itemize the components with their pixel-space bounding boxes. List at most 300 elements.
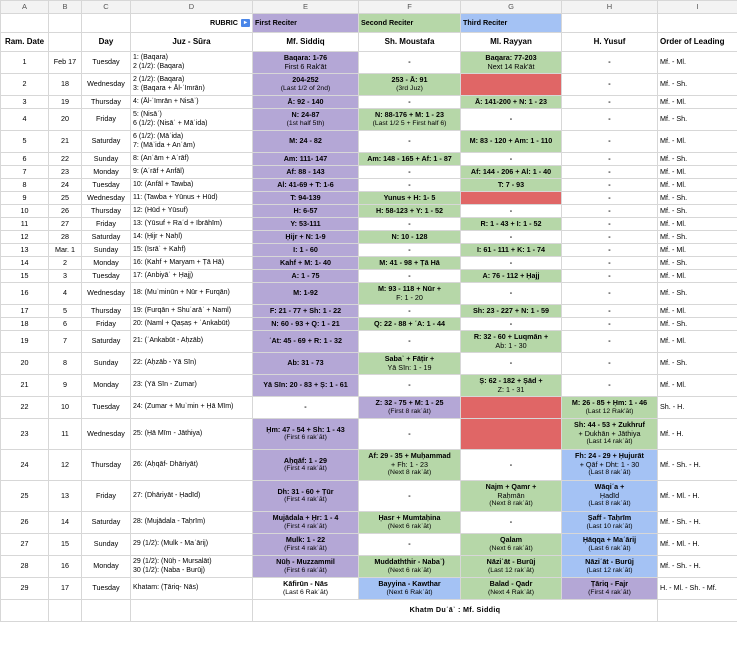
- order-of-leading-cell[interactable]: Mf. - Sh.: [658, 192, 737, 205]
- sh-moustafa-cell[interactable]: [359, 218, 461, 231]
- h-yusuf-cell[interactable]: [562, 218, 658, 231]
- sh-moustafa-cell[interactable]: [359, 205, 461, 218]
- column-header-c[interactable]: C: [82, 1, 131, 14]
- mf-siddiq-cell[interactable]: [253, 257, 359, 270]
- order-of-leading-cell[interactable]: Mf. - Ml.: [658, 131, 737, 153]
- ram-day-cell[interactable]: 21: [1, 375, 49, 397]
- juz-sura-cell[interactable]: [131, 205, 253, 218]
- h-yusuf-cell[interactable]: [562, 481, 658, 512]
- h-yusuf-cell[interactable]: [562, 96, 658, 109]
- h-yusuf-cell[interactable]: [562, 534, 658, 556]
- mf-siddiq-cell[interactable]: [253, 375, 359, 397]
- cell-empty[interactable]: [82, 14, 131, 33]
- sh-moustafa-cell[interactable]: [359, 512, 461, 534]
- ml-rayyan-cell[interactable]: [461, 397, 562, 419]
- h-yusuf-cell[interactable]: [562, 556, 658, 578]
- date-cell[interactable]: 14: [49, 512, 82, 534]
- sh-moustafa-cell[interactable]: [359, 305, 461, 318]
- ram-day-cell[interactable]: 27: [1, 534, 49, 556]
- mf-siddiq-cell[interactable]: [253, 450, 359, 481]
- cell-empty[interactable]: [658, 600, 737, 622]
- h-yusuf-cell[interactable]: [562, 179, 658, 192]
- mf-siddiq-cell[interactable]: [253, 270, 359, 283]
- ram-day-cell[interactable]: 25: [1, 481, 49, 512]
- sh-moustafa-cell[interactable]: [359, 166, 461, 179]
- date-cell[interactable]: 3: [49, 270, 82, 283]
- weekday-cell[interactable]: Friday: [82, 318, 131, 331]
- ram-day-cell[interactable]: 4: [1, 109, 49, 131]
- ml-rayyan-cell[interactable]: [461, 331, 562, 353]
- sh-moustafa-cell[interactable]: [359, 257, 461, 270]
- ml-rayyan-cell[interactable]: [461, 534, 562, 556]
- sh-moustafa-cell[interactable]: [359, 578, 461, 600]
- rubric-cell[interactable]: [131, 14, 253, 33]
- weekday-cell[interactable]: Sunday: [82, 244, 131, 257]
- column-header-a[interactable]: A: [1, 1, 49, 14]
- mf-siddiq-cell[interactable]: [253, 52, 359, 74]
- ram-day-cell[interactable]: 8: [1, 179, 49, 192]
- date-cell[interactable]: 17: [49, 578, 82, 600]
- weekday-cell[interactable]: Tuesday: [82, 179, 131, 192]
- ml-rayyan-cell[interactable]: [461, 270, 562, 283]
- juz-sura-cell[interactable]: [131, 96, 253, 109]
- ml-rayyan-cell[interactable]: [461, 192, 562, 205]
- h-yusuf-cell[interactable]: [562, 283, 658, 305]
- juz-sura-cell[interactable]: [131, 305, 253, 318]
- weekday-cell[interactable]: Sunday: [82, 534, 131, 556]
- weekday-cell[interactable]: Thursday: [82, 205, 131, 218]
- h-yusuf-cell[interactable]: [562, 131, 658, 153]
- date-cell[interactable]: 6: [49, 318, 82, 331]
- weekday-cell[interactable]: Thursday: [82, 305, 131, 318]
- ml-rayyan-cell[interactable]: [461, 74, 562, 96]
- h-yusuf-cell[interactable]: [562, 257, 658, 270]
- order-of-leading-cell[interactable]: Mf. - Sh.: [658, 153, 737, 166]
- order-of-leading-cell[interactable]: Mf. - Sh.: [658, 283, 737, 305]
- cell-text-line: (Next 6 Rakʿāt): [386, 588, 433, 596]
- weekday-cell[interactable]: Friday: [82, 109, 131, 131]
- h-yusuf-cell[interactable]: [562, 512, 658, 534]
- weekday-cell[interactable]: Friday: [82, 218, 131, 231]
- order-of-leading-cell[interactable]: Mf. - Sh. - H.: [658, 450, 737, 481]
- sh-moustafa-cell[interactable]: [359, 244, 461, 257]
- ram-day-cell[interactable]: 1: [1, 52, 49, 74]
- ml-rayyan-cell[interactable]: [461, 109, 562, 131]
- juz-sura-cell[interactable]: [131, 153, 253, 166]
- header-h-yusuf[interactable]: H. Yusuf: [562, 33, 658, 52]
- sh-moustafa-cell[interactable]: [359, 52, 461, 74]
- ml-rayyan-cell[interactable]: [461, 244, 562, 257]
- juz-sura-cell[interactable]: [131, 166, 253, 179]
- mf-siddiq-cell[interactable]: [253, 397, 359, 419]
- weekday-cell[interactable]: Saturday: [82, 331, 131, 353]
- date-cell[interactable]: 5: [49, 305, 82, 318]
- mf-siddiq-cell[interactable]: [253, 283, 359, 305]
- mf-siddiq-cell[interactable]: [253, 481, 359, 512]
- sh-moustafa-cell[interactable]: [359, 283, 461, 305]
- sh-moustafa-cell[interactable]: [359, 353, 461, 375]
- weekday-cell[interactable]: Wednesday: [82, 74, 131, 96]
- h-yusuf-cell[interactable]: [562, 244, 658, 257]
- column-header-d[interactable]: D: [131, 1, 253, 14]
- date-cell[interactable]: 20: [49, 109, 82, 131]
- header-day[interactable]: Day: [82, 33, 131, 52]
- ml-rayyan-cell[interactable]: [461, 578, 562, 600]
- date-cell[interactable]: 10: [49, 397, 82, 419]
- weekday-cell[interactable]: Tuesday: [82, 270, 131, 283]
- ram-day-cell[interactable]: 12: [1, 231, 49, 244]
- order-of-leading-cell[interactable]: Mf. - Ml.: [658, 305, 737, 318]
- first-reciter-header[interactable]: First Reciter: [253, 14, 359, 33]
- ram-day-cell[interactable]: 5: [1, 131, 49, 153]
- cell-empty[interactable]: [49, 14, 82, 33]
- ram-day-cell[interactable]: 22: [1, 397, 49, 419]
- order-of-leading-cell[interactable]: Mf. - Sh.: [658, 205, 737, 218]
- date-cell[interactable]: 24: [49, 179, 82, 192]
- juz-sura-cell[interactable]: [131, 578, 253, 600]
- juz-sura-cell[interactable]: [131, 218, 253, 231]
- sh-moustafa-cell[interactable]: [359, 397, 461, 419]
- h-yusuf-cell[interactable]: [562, 450, 658, 481]
- order-of-leading-cell[interactable]: Mf. - Ml.: [658, 96, 737, 109]
- header-order-of-leading[interactable]: Order of Leading: [658, 33, 737, 52]
- mf-siddiq-cell[interactable]: [253, 419, 359, 450]
- weekday-cell[interactable]: Tuesday: [82, 578, 131, 600]
- mf-siddiq-cell[interactable]: [253, 318, 359, 331]
- column-header-h[interactable]: H: [562, 1, 658, 14]
- weekday-cell[interactable]: Wednesday: [82, 283, 131, 305]
- weekday-cell[interactable]: Thursday: [82, 96, 131, 109]
- cell-empty[interactable]: [1, 14, 49, 33]
- juz-sura-cell[interactable]: [131, 556, 253, 578]
- h-yusuf-cell[interactable]: [562, 74, 658, 96]
- date-cell[interactable]: 19: [49, 96, 82, 109]
- header-ml-rayyan[interactable]: Ml. Rayyan: [461, 33, 562, 52]
- ram-day-cell[interactable]: 13: [1, 244, 49, 257]
- mf-siddiq-cell[interactable]: [253, 534, 359, 556]
- mf-siddiq-cell[interactable]: [253, 96, 359, 109]
- juz-sura-cell[interactable]: [131, 353, 253, 375]
- order-of-leading-cell[interactable]: Mf. - Ml.: [658, 331, 737, 353]
- order-of-leading-cell[interactable]: Mf. - Sh. - H.: [658, 512, 737, 534]
- ml-rayyan-cell[interactable]: [461, 153, 562, 166]
- h-yusuf-cell[interactable]: [562, 270, 658, 283]
- order-of-leading-cell[interactable]: H. - Ml. - Sh. - Mf.: [658, 578, 737, 600]
- column-header-b[interactable]: B: [49, 1, 82, 14]
- ram-day-cell[interactable]: 29: [1, 578, 49, 600]
- mf-siddiq-cell[interactable]: [253, 192, 359, 205]
- juz-sura-cell[interactable]: [131, 270, 253, 283]
- mf-siddiq-cell[interactable]: [253, 305, 359, 318]
- order-of-leading-cell[interactable]: Mf. - Sh.: [658, 231, 737, 244]
- juz-sura-cell[interactable]: [131, 192, 253, 205]
- order-of-leading-cell[interactable]: Mf. - Ml.: [658, 179, 737, 192]
- sh-moustafa-cell[interactable]: [359, 419, 461, 450]
- ml-rayyan-cell[interactable]: [461, 205, 562, 218]
- juz-sura-cell[interactable]: [131, 257, 253, 270]
- mf-siddiq-cell[interactable]: [253, 205, 359, 218]
- order-of-leading-cell[interactable]: Mf. - Sh.: [658, 74, 737, 96]
- date-cell[interactable]: 8: [49, 353, 82, 375]
- ml-rayyan-cell[interactable]: [461, 450, 562, 481]
- order-of-leading-cell[interactable]: Mf. - Ml.: [658, 52, 737, 74]
- juz-sura-cell[interactable]: [131, 397, 253, 419]
- column-header-e[interactable]: E: [253, 1, 359, 14]
- h-yusuf-cell[interactable]: [562, 331, 658, 353]
- sh-moustafa-cell[interactable]: [359, 153, 461, 166]
- juz-sura-cell[interactable]: [131, 512, 253, 534]
- h-yusuf-cell[interactable]: [562, 153, 658, 166]
- cell-empty[interactable]: [131, 600, 253, 622]
- ram-day-cell[interactable]: 16: [1, 283, 49, 305]
- ram-day-cell[interactable]: 24: [1, 450, 49, 481]
- order-of-leading-cell[interactable]: Mf. - Ml. - H.: [658, 534, 737, 556]
- juz-sura-cell[interactable]: [131, 74, 253, 96]
- date-cell[interactable]: 26: [49, 205, 82, 218]
- h-yusuf-cell[interactable]: [562, 397, 658, 419]
- cell-text-line: 3: (Baqara + Āl-ʿImrān): [133, 84, 205, 92]
- sh-moustafa-cell[interactable]: [359, 318, 461, 331]
- header-ram-date[interactable]: Ram. Date: [1, 33, 49, 52]
- sh-moustafa-cell[interactable]: [359, 109, 461, 131]
- ram-day-cell[interactable]: 15: [1, 270, 49, 283]
- sh-moustafa-cell[interactable]: [359, 131, 461, 153]
- h-yusuf-cell[interactable]: [562, 231, 658, 244]
- ram-day-cell[interactable]: 11: [1, 218, 49, 231]
- weekday-cell[interactable]: Monday: [82, 556, 131, 578]
- sh-moustafa-cell[interactable]: [359, 96, 461, 109]
- sh-moustafa-cell[interactable]: [359, 534, 461, 556]
- ram-day-cell[interactable]: 2: [1, 74, 49, 96]
- ml-rayyan-cell[interactable]: [461, 375, 562, 397]
- mf-siddiq-cell[interactable]: [253, 244, 359, 257]
- cell-empty[interactable]: [1, 600, 49, 622]
- mf-siddiq-cell[interactable]: [253, 166, 359, 179]
- cell-text-line: Nūḥ - Muzzammil: [276, 557, 335, 567]
- date-cell[interactable]: 25: [49, 192, 82, 205]
- mf-siddiq-cell[interactable]: [253, 131, 359, 153]
- cell-text-line: (Last 8 rakʿāt): [588, 469, 631, 477]
- ml-rayyan-cell[interactable]: [461, 283, 562, 305]
- ram-day-cell[interactable]: 6: [1, 153, 49, 166]
- date-cell[interactable]: 9: [49, 375, 82, 397]
- date-cell[interactable]: 12: [49, 450, 82, 481]
- date-cell[interactable]: 13: [49, 481, 82, 512]
- order-of-leading-cell[interactable]: Mf. - Sh.: [658, 257, 737, 270]
- juz-sura-cell[interactable]: [131, 375, 253, 397]
- date-cell[interactable]: 28: [49, 231, 82, 244]
- order-of-leading-cell[interactable]: Mf. - Ml.: [658, 244, 737, 257]
- order-of-leading-cell[interactable]: Mf. - Ml.: [658, 166, 737, 179]
- ml-rayyan-cell[interactable]: [461, 231, 562, 244]
- h-yusuf-cell[interactable]: [562, 52, 658, 74]
- mf-siddiq-cell[interactable]: [253, 231, 359, 244]
- order-of-leading-cell[interactable]: Mf. - Ml.: [658, 375, 737, 397]
- h-yusuf-cell[interactable]: [562, 109, 658, 131]
- sh-moustafa-cell[interactable]: [359, 270, 461, 283]
- ml-rayyan-cell[interactable]: [461, 131, 562, 153]
- juz-sura-cell[interactable]: [131, 419, 253, 450]
- juz-sura-cell[interactable]: [131, 450, 253, 481]
- ml-rayyan-cell[interactable]: [461, 179, 562, 192]
- weekday-cell[interactable]: Friday: [82, 481, 131, 512]
- sh-moustafa-cell[interactable]: [359, 231, 461, 244]
- h-yusuf-cell[interactable]: [562, 318, 658, 331]
- order-of-leading-cell[interactable]: Mf. - H.: [658, 419, 737, 450]
- ram-day-cell[interactable]: 19: [1, 331, 49, 353]
- juz-sura-cell[interactable]: [131, 231, 253, 244]
- date-cell[interactable]: 7: [49, 331, 82, 353]
- ml-rayyan-cell[interactable]: [461, 512, 562, 534]
- ram-day-cell[interactable]: 26: [1, 512, 49, 534]
- juz-sura-cell[interactable]: [131, 534, 253, 556]
- date-cell[interactable]: Mar. 1: [49, 244, 82, 257]
- rubric-link-icon[interactable]: ▸: [241, 19, 250, 27]
- ram-day-cell[interactable]: 10: [1, 205, 49, 218]
- mf-siddiq-cell[interactable]: [253, 512, 359, 534]
- ram-day-cell[interactable]: 20: [1, 353, 49, 375]
- order-of-leading-cell[interactable]: Mf. - Sh. - H.: [658, 556, 737, 578]
- h-yusuf-cell[interactable]: [562, 205, 658, 218]
- date-cell[interactable]: 23: [49, 166, 82, 179]
- date-cell[interactable]: 15: [49, 534, 82, 556]
- third-reciter-header[interactable]: Third Reciter: [461, 14, 562, 33]
- juz-sura-cell[interactable]: [131, 179, 253, 192]
- weekday-cell[interactable]: Monday: [82, 375, 131, 397]
- cell-empty[interactable]: [49, 600, 82, 622]
- order-of-leading-cell[interactable]: Mf. - Sh.: [658, 353, 737, 375]
- order-of-leading-cell[interactable]: Mf. - Sh.: [658, 318, 737, 331]
- order-of-leading-cell[interactable]: Mf. - Sh.: [658, 109, 737, 131]
- ram-day-cell[interactable]: 23: [1, 419, 49, 450]
- ram-day-cell[interactable]: 7: [1, 166, 49, 179]
- mf-siddiq-cell[interactable]: [253, 578, 359, 600]
- cell-empty[interactable]: [82, 600, 131, 622]
- cell-empty[interactable]: [562, 14, 658, 33]
- ml-rayyan-cell[interactable]: [461, 353, 562, 375]
- ml-rayyan-cell[interactable]: [461, 52, 562, 74]
- weekday-cell[interactable]: Saturday: [82, 131, 131, 153]
- header-juz-sura[interactable]: Juz - Sūra: [131, 33, 253, 52]
- sh-moustafa-cell[interactable]: [359, 192, 461, 205]
- cell-text-line: + Fh: 1 - 23: [391, 459, 428, 469]
- ml-rayyan-cell[interactable]: [461, 166, 562, 179]
- sh-moustafa-cell[interactable]: [359, 481, 461, 512]
- order-of-leading-cell[interactable]: Sh. - H.: [658, 397, 737, 419]
- weekday-cell[interactable]: Tuesday: [82, 397, 131, 419]
- sh-moustafa-cell[interactable]: [359, 450, 461, 481]
- juz-sura-cell[interactable]: [131, 131, 253, 153]
- ml-rayyan-cell[interactable]: [461, 305, 562, 318]
- juz-sura-cell[interactable]: [131, 481, 253, 512]
- date-cell[interactable]: 22: [49, 153, 82, 166]
- date-cell[interactable]: 21: [49, 131, 82, 153]
- ml-rayyan-cell[interactable]: [461, 419, 562, 450]
- weekday-cell[interactable]: Monday: [82, 257, 131, 270]
- header-date[interactable]: [49, 33, 82, 52]
- mf-siddiq-cell[interactable]: [253, 153, 359, 166]
- ml-rayyan-cell[interactable]: [461, 318, 562, 331]
- ml-rayyan-cell[interactable]: [461, 481, 562, 512]
- mf-siddiq-cell[interactable]: [253, 331, 359, 353]
- khatm-dua-banner[interactable]: Khatm Duʿāʾ : Mf. Siddiq: [253, 600, 658, 622]
- sh-moustafa-cell[interactable]: [359, 375, 461, 397]
- juz-sura-cell[interactable]: [131, 318, 253, 331]
- h-yusuf-cell[interactable]: [562, 305, 658, 318]
- date-cell[interactable]: 4: [49, 283, 82, 305]
- date-cell[interactable]: 18: [49, 74, 82, 96]
- weekday-cell[interactable]: Monday: [82, 166, 131, 179]
- juz-sura-cell[interactable]: [131, 109, 253, 131]
- juz-sura-cell[interactable]: [131, 331, 253, 353]
- mf-siddiq-cell[interactable]: [253, 179, 359, 192]
- column-header-g[interactable]: G: [461, 1, 562, 14]
- column-header-f[interactable]: F: [359, 1, 461, 14]
- ram-day-cell[interactable]: 3: [1, 96, 49, 109]
- weekday-cell[interactable]: Tuesday: [82, 52, 131, 74]
- sh-moustafa-cell[interactable]: [359, 331, 461, 353]
- weekday-cell[interactable]: Sunday: [82, 353, 131, 375]
- date-cell[interactable]: Feb 17: [49, 52, 82, 74]
- mf-siddiq-cell[interactable]: [253, 218, 359, 231]
- juz-sura-cell[interactable]: [131, 244, 253, 257]
- weekday-cell[interactable]: Thursday: [82, 450, 131, 481]
- sh-moustafa-cell[interactable]: [359, 74, 461, 96]
- ram-day-cell[interactable]: 17: [1, 305, 49, 318]
- weekday-cell[interactable]: Wednesday: [82, 419, 131, 450]
- sh-moustafa-cell[interactable]: [359, 179, 461, 192]
- date-cell[interactable]: 11: [49, 419, 82, 450]
- date-cell[interactable]: 16: [49, 556, 82, 578]
- order-of-leading-cell[interactable]: Mf. - Ml.: [658, 218, 737, 231]
- header-mf-siddiq[interactable]: Mf. Siddiq: [253, 33, 359, 52]
- weekday-cell[interactable]: Sunday: [82, 153, 131, 166]
- ram-day-cell[interactable]: 28: [1, 556, 49, 578]
- cell-empty[interactable]: [658, 14, 737, 33]
- h-yusuf-cell[interactable]: [562, 375, 658, 397]
- order-of-leading-cell[interactable]: Mf. - Ml. - H.: [658, 481, 737, 512]
- mf-siddiq-cell[interactable]: [253, 109, 359, 131]
- ram-day-cell[interactable]: 14: [1, 257, 49, 270]
- date-cell[interactable]: 27: [49, 218, 82, 231]
- weekday-cell[interactable]: Wednesday: [82, 192, 131, 205]
- h-yusuf-cell[interactable]: [562, 578, 658, 600]
- mf-siddiq-cell[interactable]: [253, 353, 359, 375]
- ml-rayyan-cell[interactable]: [461, 96, 562, 109]
- juz-sura-cell[interactable]: [131, 283, 253, 305]
- header-sh-moustafa[interactable]: Sh. Moustafa: [359, 33, 461, 52]
- ml-rayyan-cell[interactable]: [461, 556, 562, 578]
- h-yusuf-cell[interactable]: [562, 166, 658, 179]
- order-of-leading-cell[interactable]: Mf. - Ml.: [658, 270, 737, 283]
- mf-siddiq-cell[interactable]: [253, 556, 359, 578]
- second-reciter-header[interactable]: Second Reciter: [359, 14, 461, 33]
- ram-day-cell[interactable]: 9: [1, 192, 49, 205]
- ram-day-cell[interactable]: 18: [1, 318, 49, 331]
- h-yusuf-cell[interactable]: [562, 419, 658, 450]
- sh-moustafa-cell[interactable]: [359, 556, 461, 578]
- weekday-cell[interactable]: Saturday: [82, 512, 131, 534]
- weekday-cell[interactable]: Saturday: [82, 231, 131, 244]
- ml-rayyan-cell[interactable]: [461, 218, 562, 231]
- mf-siddiq-cell[interactable]: [253, 74, 359, 96]
- h-yusuf-cell[interactable]: [562, 353, 658, 375]
- date-cell[interactable]: 2: [49, 257, 82, 270]
- juz-sura-cell[interactable]: [131, 52, 253, 74]
- h-yusuf-cell[interactable]: [562, 192, 658, 205]
- column-header-i[interactable]: I: [658, 1, 737, 14]
- ml-rayyan-cell[interactable]: [461, 257, 562, 270]
